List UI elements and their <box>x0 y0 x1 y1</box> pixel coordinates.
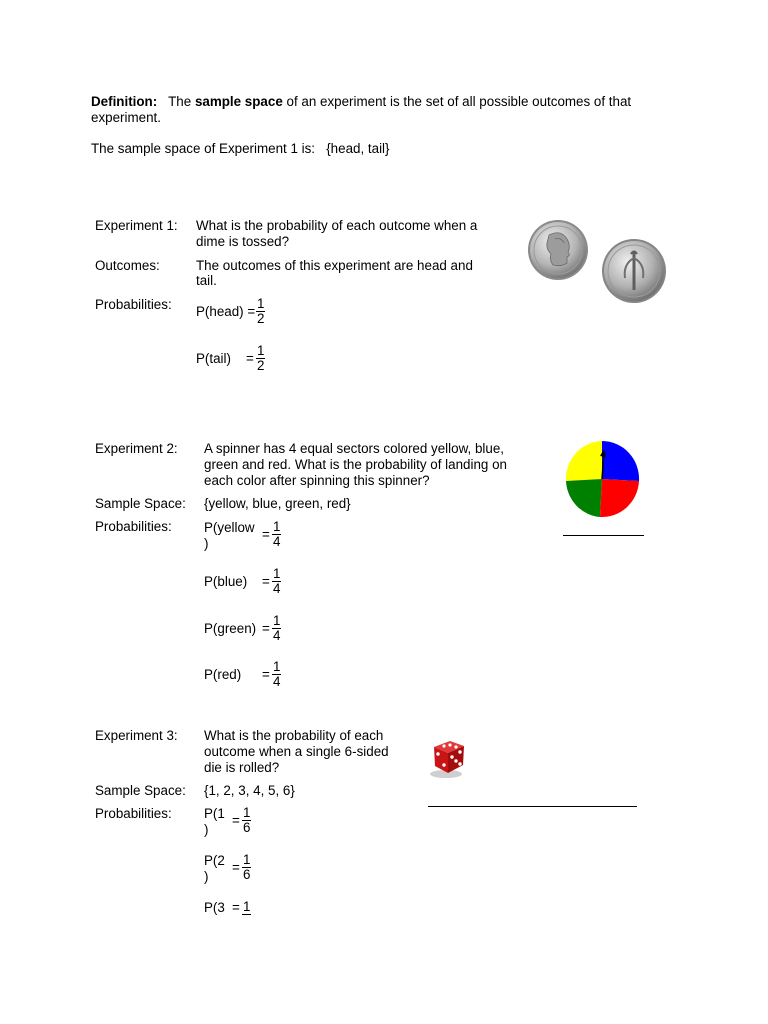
prob-tail-label: P(tail) <box>196 351 231 366</box>
prob-yellow-label: P(yellow <box>204 520 255 535</box>
fraction-numerator: 1 <box>273 519 281 534</box>
prob-1-fraction <box>242 806 251 835</box>
experiment2-sample-space-label: Sample Space: <box>95 496 186 511</box>
definition-text-1: The <box>168 94 192 109</box>
prob-tail-equals: = <box>246 351 254 366</box>
experiment1-probabilities-label: Probabilities: <box>95 297 172 312</box>
prob-blue-equals: = <box>262 574 270 589</box>
fraction-numerator: 1 <box>273 566 281 581</box>
prob-blue-fraction <box>272 567 281 596</box>
prob-red-fraction <box>272 660 281 689</box>
prob-2-label: P(2 <box>204 853 225 868</box>
experiment3-answer-line <box>428 806 637 807</box>
fraction-denominator: 2 <box>257 358 265 373</box>
sample-space-statement-text: The sample space of Experiment 1 is: <box>91 141 316 156</box>
experiment1-label: Experiment 1: <box>95 218 178 233</box>
experiment3-sample-space-value: {1, 2, 3, 4, 5, 6} <box>204 783 295 798</box>
fraction-denominator: 4 <box>273 628 281 643</box>
definition-label: Definition: <box>91 94 158 109</box>
prob-green-label: P(green) <box>204 621 257 636</box>
dime-tails-image <box>601 238 667 304</box>
prob-green-fraction <box>272 614 281 643</box>
fraction-denominator: 4 <box>273 674 281 689</box>
experiment3-question-line1: What is the probability of each <box>204 728 384 743</box>
prob-1-equals: = <box>232 813 240 828</box>
prob-1-label: P(1 <box>204 806 225 821</box>
prob-blue-label: P(blue) <box>204 574 248 589</box>
prob-head-label: P(head) = <box>196 304 256 319</box>
die-image <box>428 737 468 779</box>
sample-space-statement-value: {head, tail} <box>326 141 390 156</box>
experiment2-sample-space-value: {yellow, blue, green, red} <box>204 496 351 511</box>
fraction-numerator: 1 <box>243 852 251 867</box>
prob-3-label: P(3 <box>204 900 225 915</box>
fraction-numerator: 1 <box>257 343 265 358</box>
definition-text-2: of an experiment is the set of all possible outcomes of that <box>286 94 632 109</box>
fraction-numerator: 1 <box>257 296 265 311</box>
experiment1-question-line2: dime is tossed? <box>196 234 290 249</box>
fraction-numerator: 1 <box>243 899 251 914</box>
prob-2-equals: = <box>232 860 240 875</box>
spinner-image <box>564 439 642 519</box>
experiment2-probabilities-label: Probabilities: <box>95 519 172 534</box>
definition-text-3: experiment. <box>91 110 161 125</box>
fraction-denominator: 6 <box>243 820 251 835</box>
prob-2-fraction <box>242 853 251 882</box>
spinner-sector-green <box>566 479 602 517</box>
fraction-numerator: 1 <box>273 613 281 628</box>
experiment3-question-line3: die is rolled? <box>204 760 280 775</box>
prob-red-label: P(red) <box>204 667 242 682</box>
experiment2-question-line2: green and red. What is the probability of landing on <box>204 457 507 472</box>
prob-red-equals: = <box>262 667 270 682</box>
prob-3-fraction <box>242 900 251 915</box>
experiment3-label: Experiment 3: <box>95 728 178 743</box>
spinner-sector-yellow <box>566 441 602 481</box>
fraction-denominator: 2 <box>257 311 265 326</box>
prob-yellow-fraction <box>272 520 281 549</box>
experiment1-question-line1: What is the probability of each outcome when a <box>196 218 478 233</box>
prob-head-fraction <box>256 297 265 326</box>
definition-term: sample space <box>194 94 283 109</box>
spinner-sector-blue <box>602 441 639 481</box>
experiment1-outcomes-line2: tail. <box>196 273 217 288</box>
fraction-denominator: 6 <box>243 867 251 882</box>
spinner-sector-red <box>600 479 639 517</box>
prob-tail-fraction <box>256 344 265 373</box>
fraction-numerator: 1 <box>273 659 281 674</box>
prob-yellow-label-paren: ) <box>204 536 209 551</box>
experiment2-answer-line <box>563 535 644 536</box>
experiment2-question-line1: A spinner has 4 equal sectors colored yellow, blue, <box>204 441 504 456</box>
experiment1-outcomes-label: Outcomes: <box>95 258 160 273</box>
prob-yellow-equals: = <box>262 527 270 542</box>
experiment3-probabilities-label: Probabilities: <box>95 806 172 821</box>
prob-1-label-paren: ) <box>204 822 209 837</box>
fraction-denominator: 4 <box>273 534 281 549</box>
experiment3-sample-space-label: Sample Space: <box>95 783 186 798</box>
fraction-numerator: 1 <box>243 805 251 820</box>
experiment2-question-line3: each color after spinning this spinner? <box>204 473 430 488</box>
sample-space-statement <box>91 141 390 156</box>
experiment1-outcomes-line1: The outcomes of this experiment are head and <box>196 258 473 273</box>
prob-green-equals: = <box>262 621 270 636</box>
experiment3-question-line2: outcome when a single 6-sided <box>204 744 389 759</box>
experiment2-label: Experiment 2: <box>95 441 178 456</box>
dime-heads-image <box>527 219 589 281</box>
prob-3-equals: = <box>232 900 240 915</box>
prob-2-label-paren: ) <box>204 869 209 884</box>
definition-paragraph <box>91 94 651 109</box>
fraction-denominator: 4 <box>273 581 281 596</box>
